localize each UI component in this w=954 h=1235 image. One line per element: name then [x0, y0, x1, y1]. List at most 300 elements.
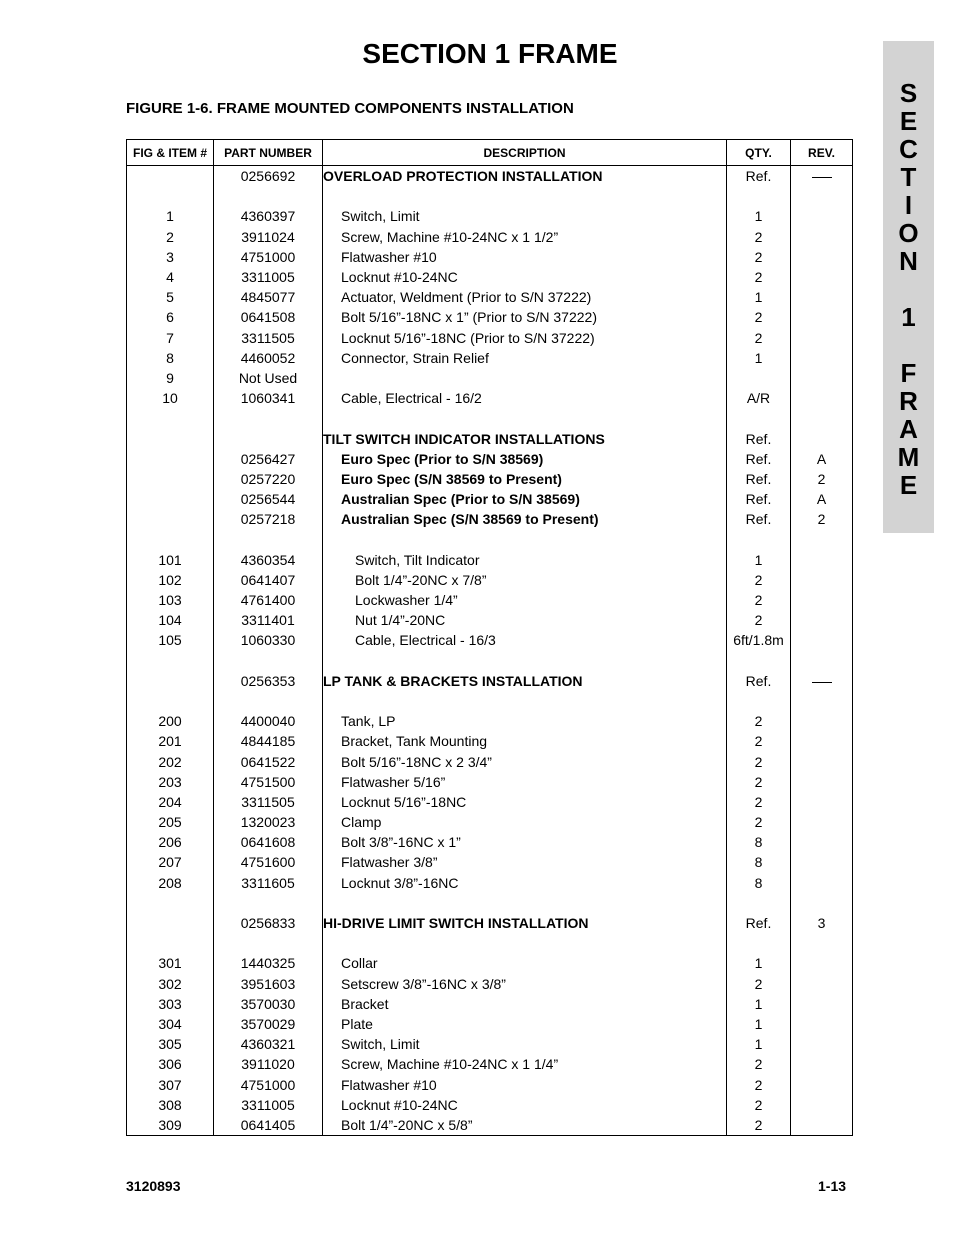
qty-cell — [727, 186, 791, 206]
table-row — [127, 509, 853, 529]
qty-cell: 2 — [727, 1054, 791, 1074]
part-number-cell: 0256427 — [214, 449, 323, 469]
fig-item-cell: 302 — [127, 974, 214, 994]
rev-cell — [791, 751, 853, 771]
rev-cell — [791, 953, 853, 973]
rev-cell — [791, 974, 853, 994]
description-cell: Cable, Electrical - 16/3 — [323, 630, 727, 650]
rev-cell — [791, 590, 853, 610]
header-description: DESCRIPTION — [323, 140, 727, 166]
part-number-cell — [214, 186, 323, 206]
part-number-cell: 4360354 — [214, 550, 323, 570]
description-cell: Flatwasher #10 — [323, 247, 727, 267]
rev-cell — [791, 610, 853, 630]
part-number-cell: 3311505 — [214, 328, 323, 348]
part-number-cell — [214, 893, 323, 913]
fig-item-cell: 200 — [127, 711, 214, 731]
part-number-cell — [214, 408, 323, 428]
rev-cell — [791, 893, 853, 913]
rev-cell: 3 — [791, 913, 853, 933]
table-row — [127, 590, 853, 610]
rev-cell — [791, 1034, 853, 1054]
table-row — [127, 974, 853, 994]
description-cell — [323, 651, 727, 671]
fig-item-cell: 206 — [127, 832, 214, 852]
rev-cell: 2 — [791, 469, 853, 489]
qty-cell: 1 — [727, 994, 791, 1014]
description-cell: Bracket, Tank Mounting — [323, 731, 727, 751]
rev-cell — [791, 812, 853, 832]
fig-item-cell: 205 — [127, 812, 214, 832]
qty-cell: Ref. — [727, 469, 791, 489]
description-cell: Clamp — [323, 812, 727, 832]
description-cell: Plate — [323, 1014, 727, 1034]
tab-letter: M — [897, 442, 920, 472]
fig-item-cell — [127, 489, 214, 509]
qty-cell: 2 — [727, 974, 791, 994]
qty-cell: 2 — [727, 792, 791, 812]
fig-item-cell — [127, 529, 214, 549]
rev-cell — [791, 792, 853, 812]
rev-cell — [791, 994, 853, 1014]
parts-table — [126, 139, 853, 1136]
rev-cell — [791, 691, 853, 711]
description-cell — [323, 408, 727, 428]
fig-item-cell — [127, 449, 214, 469]
rev-cell — [791, 428, 853, 448]
description-cell: Setscrew 3/8”-16NC x 3/8” — [323, 974, 727, 994]
part-number-cell: 4360397 — [214, 206, 323, 226]
table-row — [127, 933, 853, 953]
fig-item-cell: 4 — [127, 267, 214, 287]
fig-item-cell: 7 — [127, 328, 214, 348]
qty-cell: 8 — [727, 832, 791, 852]
description-cell: TILT SWITCH INDICATOR INSTALLATIONS — [323, 428, 727, 448]
fig-item-cell: 1 — [127, 206, 214, 226]
fig-item-cell: 105 — [127, 630, 214, 650]
part-number-cell: 0257218 — [214, 509, 323, 529]
qty-cell: Ref. — [727, 913, 791, 933]
table-row — [127, 873, 853, 893]
description-cell: Flatwasher 3/8” — [323, 852, 727, 872]
table-row — [127, 166, 853, 187]
part-number-cell — [214, 691, 323, 711]
table-row — [127, 348, 853, 368]
description-cell — [323, 186, 727, 206]
qty-cell: 2 — [727, 1095, 791, 1115]
fig-item-cell — [127, 691, 214, 711]
page-number: 1-13 — [818, 1178, 847, 1194]
fig-item-cell — [127, 671, 214, 691]
section-tab — [883, 41, 934, 533]
tab-letter: I — [904, 190, 913, 220]
description-cell: Tank, LP — [323, 711, 727, 731]
fig-item-cell: 208 — [127, 873, 214, 893]
description-cell: Australian Spec (S/N 38569 to Present) — [323, 509, 727, 529]
part-number-cell: 0641407 — [214, 570, 323, 590]
fig-item-cell: 104 — [127, 610, 214, 630]
description-cell — [323, 893, 727, 913]
part-number-cell: 0641405 — [214, 1115, 323, 1136]
qty-cell: 2 — [727, 267, 791, 287]
qty-cell: 1 — [727, 206, 791, 226]
rev-cell — [791, 529, 853, 549]
description-cell — [323, 933, 727, 953]
rev-cell — [791, 1115, 853, 1136]
fig-item-cell: 204 — [127, 792, 214, 812]
fig-item-cell: 103 — [127, 590, 214, 610]
part-number-cell: 1060330 — [214, 630, 323, 650]
description-cell: Euro Spec (S/N 38569 to Present) — [323, 469, 727, 489]
section-title: SECTION 1 FRAME — [362, 38, 618, 69]
fig-item-cell: 101 — [127, 550, 214, 570]
rev-cell: 2 — [791, 509, 853, 529]
part-number-cell: 3311401 — [214, 610, 323, 630]
description-cell: Euro Spec (Prior to S/N 38569) — [323, 449, 727, 469]
qty-cell: 2 — [727, 570, 791, 590]
fig-item-cell: 9 — [127, 368, 214, 388]
rev-cell — [791, 328, 853, 348]
rev-cell — [791, 368, 853, 388]
tab-letter: E — [899, 106, 918, 136]
rev-cell — [791, 348, 853, 368]
qty-cell: 2 — [727, 1074, 791, 1094]
description-cell: Locknut 5/16”-18NC (Prior to S/N 37222) — [323, 328, 727, 348]
part-number-cell: 4761400 — [214, 590, 323, 610]
part-number-cell: 4751000 — [214, 1074, 323, 1094]
fig-item-cell: 202 — [127, 751, 214, 771]
part-number-cell: 3311005 — [214, 1095, 323, 1115]
header-rev: REV. — [791, 140, 853, 166]
qty-cell — [727, 651, 791, 671]
fig-item-cell — [127, 893, 214, 913]
rev-cell — [791, 408, 853, 428]
qty-cell: 2 — [727, 751, 791, 771]
fig-item-cell: 201 — [127, 731, 214, 751]
description-cell: Flatwasher #10 — [323, 1074, 727, 1094]
fig-item-cell: 6 — [127, 307, 214, 327]
part-number-cell — [214, 651, 323, 671]
tab-letter: C — [899, 134, 918, 164]
qty-cell: Ref. — [727, 489, 791, 509]
table-row — [127, 247, 853, 267]
table-row — [127, 227, 853, 247]
description-cell: Switch, Limit — [323, 1034, 727, 1054]
rev-cell — [791, 832, 853, 852]
table-row — [127, 610, 853, 630]
part-number-cell — [214, 933, 323, 953]
table-row — [127, 893, 853, 913]
qty-cell: 1 — [727, 348, 791, 368]
table-row — [127, 550, 853, 570]
table-row — [127, 731, 853, 751]
fig-item-cell — [127, 428, 214, 448]
table-row — [127, 812, 853, 832]
description-cell: LP TANK & BRACKETS INSTALLATION — [323, 671, 727, 691]
rev-cell — [791, 1014, 853, 1034]
tab-letter: 1 — [901, 302, 916, 332]
part-number-cell: 4844185 — [214, 731, 323, 751]
table-row — [127, 449, 853, 469]
description-cell: Bracket — [323, 994, 727, 1014]
description-cell: Bolt 5/16”-18NC x 2 3/4” — [323, 751, 727, 771]
table-row — [127, 671, 853, 691]
rev-cell — [791, 1074, 853, 1094]
fig-item-cell: 102 — [127, 570, 214, 590]
rev-cell: A — [791, 449, 853, 469]
table-row — [127, 711, 853, 731]
qty-cell: 1 — [727, 953, 791, 973]
table-row — [127, 408, 853, 428]
rev-cell — [791, 852, 853, 872]
table-row — [127, 630, 853, 650]
tab-letter: E — [899, 470, 918, 500]
rev-cell — [791, 671, 853, 691]
table-row — [127, 1014, 853, 1034]
rev-cell — [791, 307, 853, 327]
table-row — [127, 368, 853, 388]
description-cell: Bolt 1/4”-20NC x 5/8” — [323, 1115, 727, 1136]
description-cell: Bolt 3/8”-16NC x 1” — [323, 832, 727, 852]
rev-cell — [791, 731, 853, 751]
fig-item-cell — [127, 186, 214, 206]
description-cell: Switch, Tilt Indicator — [323, 550, 727, 570]
fig-item-cell: 10 — [127, 388, 214, 408]
qty-cell — [727, 893, 791, 913]
qty-cell: 8 — [727, 873, 791, 893]
qty-cell — [727, 933, 791, 953]
part-number-cell: 4460052 — [214, 348, 323, 368]
qty-cell: 2 — [727, 1115, 791, 1136]
description-cell: HI-DRIVE LIMIT SWITCH INSTALLATION — [323, 913, 727, 933]
rev-cell — [791, 651, 853, 671]
document-number: 3120893 — [126, 1178, 181, 1194]
table-row — [127, 994, 853, 1014]
part-number-cell: Not Used — [214, 368, 323, 388]
part-number-cell: 3570030 — [214, 994, 323, 1014]
part-number-cell: 0256833 — [214, 913, 323, 933]
qty-cell: 2 — [727, 328, 791, 348]
tab-letter: S — [899, 78, 918, 108]
table-row — [127, 1095, 853, 1115]
description-cell: Bolt 1/4”-20NC x 7/8” — [323, 570, 727, 590]
part-number-cell: 3311605 — [214, 873, 323, 893]
rev-cell — [791, 287, 853, 307]
rev-cell — [791, 388, 853, 408]
table-row — [127, 489, 853, 509]
table-row — [127, 529, 853, 549]
qty-cell: 1 — [727, 287, 791, 307]
table-row — [127, 206, 853, 226]
part-number-cell: 1060341 — [214, 388, 323, 408]
header-qty: QTY. — [727, 140, 791, 166]
header-part-number: PART NUMBER — [214, 140, 323, 166]
qty-cell: 2 — [727, 307, 791, 327]
rev-cell — [791, 933, 853, 953]
rev-cell — [791, 166, 853, 187]
description-cell: Switch, Limit — [323, 206, 727, 226]
table-row — [127, 1034, 853, 1054]
qty-cell — [727, 368, 791, 388]
description-cell — [323, 529, 727, 549]
qty-cell: 2 — [727, 227, 791, 247]
rev-cell — [791, 772, 853, 792]
table-row — [127, 691, 853, 711]
part-number-cell: 3911024 — [214, 227, 323, 247]
rev-cell — [791, 186, 853, 206]
part-number-cell: 3911020 — [214, 1054, 323, 1074]
table-row — [127, 388, 853, 408]
fig-item-cell: 2 — [127, 227, 214, 247]
qty-cell: 2 — [727, 590, 791, 610]
qty-cell: 1 — [727, 1014, 791, 1034]
qty-cell — [727, 408, 791, 428]
description-cell: Connector, Strain Relief — [323, 348, 727, 368]
rev-cell — [791, 1054, 853, 1074]
table-row — [127, 287, 853, 307]
table-row — [127, 953, 853, 973]
table-row — [127, 469, 853, 489]
part-number-cell: 1320023 — [214, 812, 323, 832]
fig-item-cell: 308 — [127, 1095, 214, 1115]
table-row — [127, 428, 853, 448]
rev-cell — [791, 1095, 853, 1115]
qty-cell: 1 — [727, 550, 791, 570]
part-number-cell: 0256544 — [214, 489, 323, 509]
description-cell: Locknut 5/16”-18NC — [323, 792, 727, 812]
tab-letter: N — [899, 246, 918, 276]
part-number-cell: 1440325 — [214, 953, 323, 973]
rev-cell — [791, 873, 853, 893]
qty-cell: Ref. — [727, 166, 791, 187]
rev-cell: A — [791, 489, 853, 509]
description-cell: Bolt 5/16”-18NC x 1” (Prior to S/N 37222) — [323, 307, 727, 327]
rev-cell — [791, 570, 853, 590]
part-number-cell: 3311505 — [214, 792, 323, 812]
part-number-cell: 0256353 — [214, 671, 323, 691]
fig-item-cell: 306 — [127, 1054, 214, 1074]
tab-letter: T — [900, 162, 917, 192]
qty-cell: 8 — [727, 852, 791, 872]
description-cell — [323, 368, 727, 388]
fig-item-cell: 5 — [127, 287, 214, 307]
table-row — [127, 1074, 853, 1094]
table-row — [127, 1115, 853, 1136]
part-number-cell: 4360321 — [214, 1034, 323, 1054]
table-row — [127, 570, 853, 590]
part-number-cell — [214, 428, 323, 448]
table-row — [127, 328, 853, 348]
part-number-cell: 0256692 — [214, 166, 323, 187]
rev-cell — [791, 206, 853, 226]
tab-letter: O — [898, 218, 919, 248]
qty-cell: Ref. — [727, 671, 791, 691]
fig-item-cell: 303 — [127, 994, 214, 1014]
fig-item-cell: 307 — [127, 1074, 214, 1094]
fig-item-cell — [127, 509, 214, 529]
tab-letter: F — [900, 358, 917, 388]
qty-cell: 2 — [727, 247, 791, 267]
figure-title: FIGURE 1-6. FRAME MOUNTED COMPONENTS INSTALLATION — [126, 100, 574, 117]
description-cell: Nut 1/4”-20NC — [323, 610, 727, 630]
rev-cell — [791, 630, 853, 650]
part-number-cell: 4751600 — [214, 852, 323, 872]
table-row — [127, 651, 853, 671]
qty-cell: Ref. — [727, 428, 791, 448]
description-cell: Flatwasher 5/16” — [323, 772, 727, 792]
description-cell: Screw, Machine #10-24NC x 1 1/2” — [323, 227, 727, 247]
rev-cell — [791, 711, 853, 731]
fig-item-cell — [127, 408, 214, 428]
table-header-row — [127, 140, 853, 166]
part-number-cell: 0641522 — [214, 751, 323, 771]
table-row — [127, 852, 853, 872]
fig-item-cell: 305 — [127, 1034, 214, 1054]
description-cell: Locknut #10-24NC — [323, 1095, 727, 1115]
description-cell: Actuator, Weldment (Prior to S/N 37222) — [323, 287, 727, 307]
rev-cell — [791, 227, 853, 247]
qty-cell: 2 — [727, 610, 791, 630]
fig-item-cell — [127, 913, 214, 933]
qty-cell: Ref. — [727, 509, 791, 529]
rev-cell — [791, 247, 853, 267]
header-fig-item: FIG & ITEM # — [127, 140, 214, 166]
part-number-cell — [214, 529, 323, 549]
part-number-cell: 4751000 — [214, 247, 323, 267]
description-cell: Locknut 3/8”-16NC — [323, 873, 727, 893]
table-row — [127, 751, 853, 771]
part-number-cell: 0641608 — [214, 832, 323, 852]
part-number-cell: 0641508 — [214, 307, 323, 327]
fig-item-cell: 207 — [127, 852, 214, 872]
part-number-cell: 4400040 — [214, 711, 323, 731]
fig-item-cell — [127, 166, 214, 187]
description-cell: OVERLOAD PROTECTION INSTALLATION — [323, 166, 727, 187]
tab-letter: A — [899, 414, 918, 444]
fig-item-cell: 301 — [127, 953, 214, 973]
fig-item-cell: 3 — [127, 247, 214, 267]
rev-cell — [791, 550, 853, 570]
fig-item-cell: 203 — [127, 772, 214, 792]
rev-cell — [791, 267, 853, 287]
description-cell: Australian Spec (Prior to S/N 38569) — [323, 489, 727, 509]
table-row — [127, 913, 853, 933]
table-row — [127, 307, 853, 327]
fig-item-cell — [127, 469, 214, 489]
qty-cell: 6ft/1.8m — [727, 630, 791, 650]
fig-item-cell — [127, 651, 214, 671]
tab-letter: R — [899, 386, 918, 416]
fig-item-cell: 8 — [127, 348, 214, 368]
description-cell: Cable, Electrical - 16/2 — [323, 388, 727, 408]
qty-cell — [727, 529, 791, 549]
fig-item-cell: 309 — [127, 1115, 214, 1136]
description-cell — [323, 691, 727, 711]
part-number-cell: 3951603 — [214, 974, 323, 994]
table-row — [127, 772, 853, 792]
table-row — [127, 1054, 853, 1074]
part-number-cell: 3311005 — [214, 267, 323, 287]
part-number-cell: 4845077 — [214, 287, 323, 307]
qty-cell: 2 — [727, 812, 791, 832]
description-cell: Locknut #10-24NC — [323, 267, 727, 287]
qty-cell: Ref. — [727, 449, 791, 469]
description-cell: Screw, Machine #10-24NC x 1 1/4” — [323, 1054, 727, 1074]
table-row — [127, 832, 853, 852]
description-cell: Collar — [323, 953, 727, 973]
table-row — [127, 186, 853, 206]
qty-cell: 2 — [727, 772, 791, 792]
